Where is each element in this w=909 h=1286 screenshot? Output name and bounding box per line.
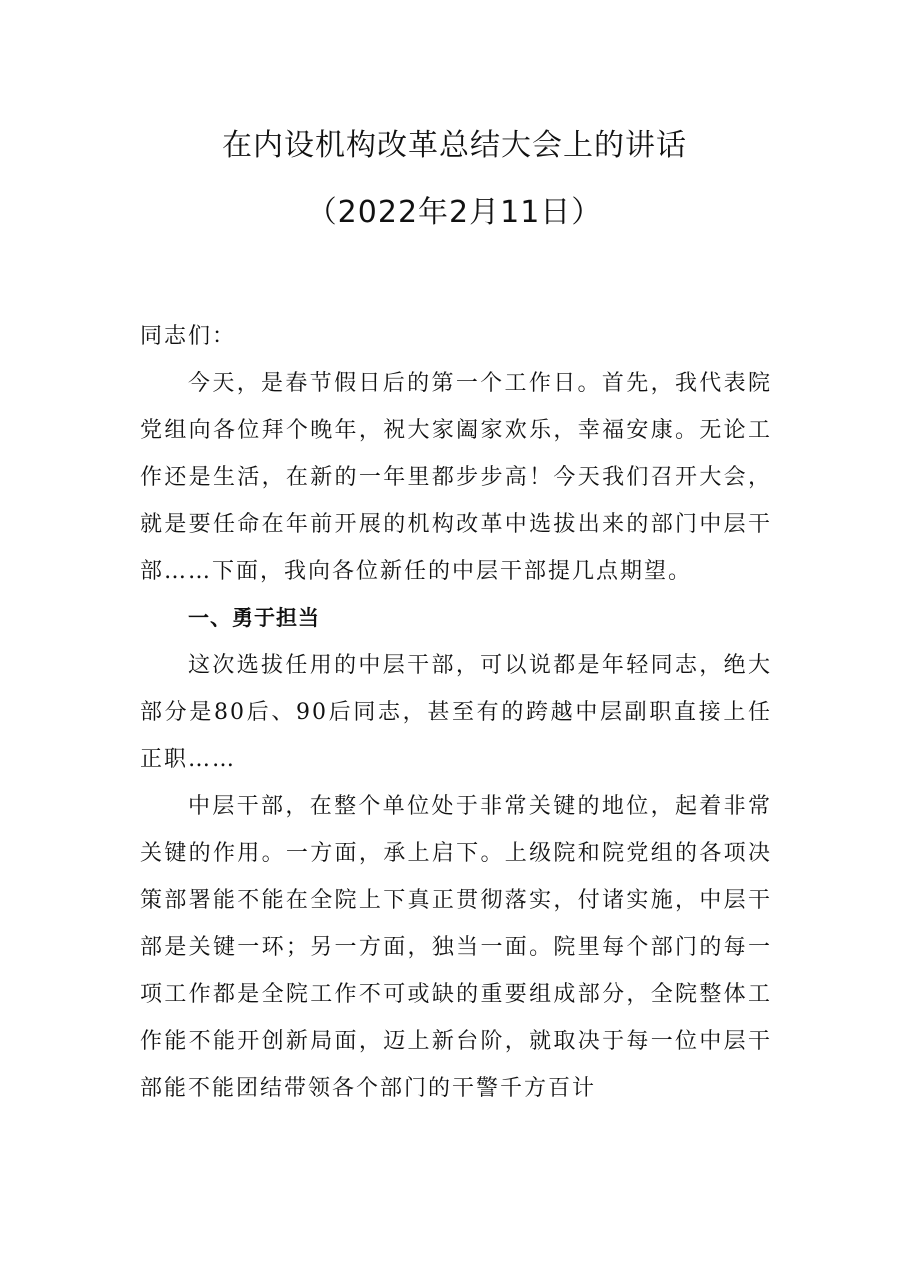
paragraph-intro: 今天，是春节假日后的第一个工作日。首先，我代表院党组向各位拜个晚年，祝大家阖家欢乐，幸福安康。无论工作还是生活，在新的一年里都步步高！今天我们召开大会，就是要任命在年前开展的机构改革中选拔出来的部门中层干部……下面，我向各位新任的中层干部提几点期望。 [140,371,772,584]
paragraph-section1-2: 中层干部，在整个单位处于非常关键的地位，起着非常关键的作用。一方面，承上启下。上级院和院党组的各项决策部署能不能在全院上下真正贯彻落实，付诸实施，中层干部是关键一环；另一方面，独当一面。院里每个部门的每一项工作都是全院工作不可或缺的重要组成部分，全院整体工作能不能开创新局面，迈上新台阶，就取决于每一位中层干部能不能团结带领各个部门的干警千方百计 [140,794,772,1101]
paragraph-section1-1: 这次选拔任用的中层干部，可以说都是年轻同志，绝大部分是80后、90后同志，甚至有的跨越中层副职直接上任正职…… [140,653,772,772]
document-body [140,313,772,1112]
document-title: 在内设机构改革总结大会上的讲话 [222,128,687,163]
salutation: 同志们： [140,324,237,349]
document-date: （2022年2月11日） [306,195,603,230]
section-heading: 一、勇于担当 [188,606,320,630]
